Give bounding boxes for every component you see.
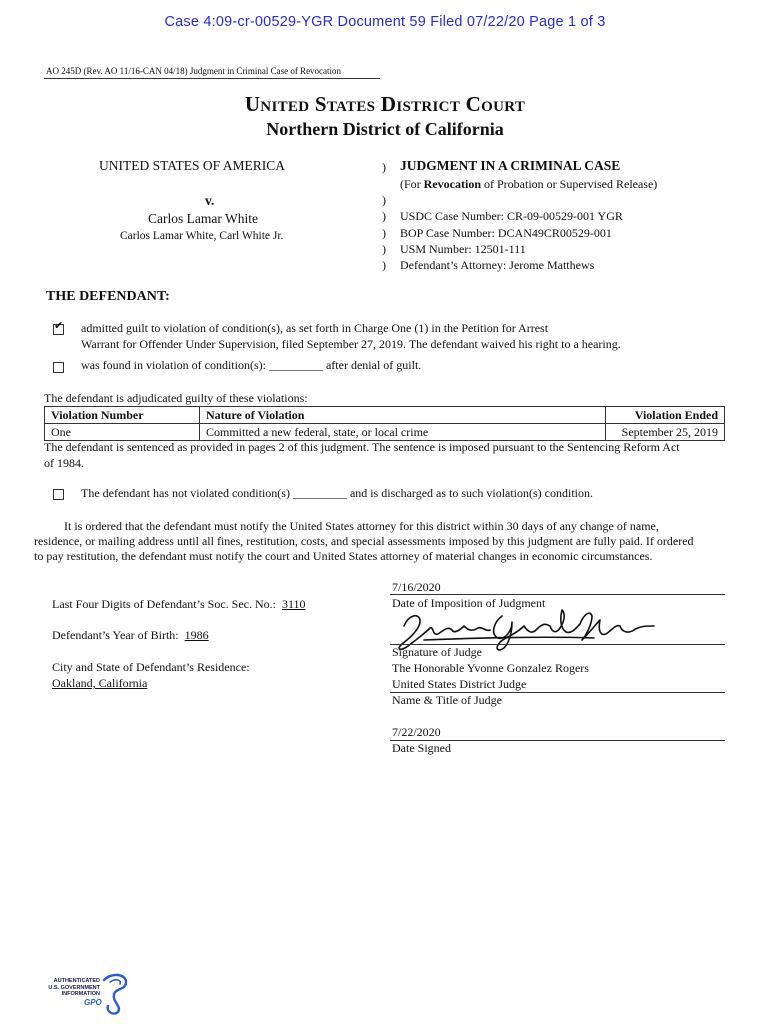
name-title-label: Name & Title of Judge [392, 693, 502, 707]
form-identifier: AO 245D (Rev. AO 11/16-CAN 04/18) Judgment in Criminal Case of Revocation [46, 66, 342, 76]
column-header: Violation Ended [606, 407, 725, 424]
court-name: United States District Court [244, 92, 526, 116]
sentence-text-line1: The defendant is sentenced as provided in pages 2 of this judgment. The sentence is imposed pursuant to the Sentencing Reform Act [44, 440, 680, 454]
signature-label: Signature of Judge [392, 645, 482, 659]
ssn-label: Last Four Digits of Defendant’s Soc. Sec. No.: [52, 597, 276, 611]
versus-label: v. [205, 193, 215, 208]
order-text-line3: to pay restitution, the defendant must notify the court and United States attorney of material changes in economic circumstances. [34, 549, 653, 563]
imposition-date: 7/16/2020 [392, 580, 441, 594]
violations-intro: The defendant is adjudicated guilty of these violations: [44, 391, 308, 405]
check-mark-icon: ✔ [54, 320, 64, 332]
order-text-line2: residence, or mailing address until all fines, restitution, costs, and special assessments imposed by this judgment are fully paid. If ordered [34, 534, 694, 548]
signed-label: Date Signed [392, 741, 451, 755]
judge-name: The Honorable Yvonne Gonzalez Rogers [392, 661, 589, 675]
defendant-aliases: Carlos Lamar White, Carl White Jr. [120, 230, 284, 242]
defendant-attorney: Defendant’s Attorney: Jerome Matthews [400, 258, 595, 272]
column-header: Violation Number [45, 407, 200, 424]
residence-value: Oakland, California [52, 676, 148, 690]
bop-case-number: BOP Case Number: DCAN49CR00529-001 [400, 226, 612, 240]
not-violated-text: The defendant has not violated condition(s) _________ and is discharged as to such violation(s) condition. [81, 486, 594, 500]
ssn-row [52, 597, 306, 612]
ssn-value: 3110 [281, 597, 306, 611]
caption-paren: ) [382, 209, 386, 223]
table-cell: September 25, 2019 [606, 424, 725, 441]
caption-paren: ) [382, 193, 386, 207]
gpo-mark: GPO [84, 998, 102, 1007]
seal-line: U.S. GOVERNMENT [48, 984, 100, 991]
imposition-date-rule [390, 594, 725, 595]
table-row [45, 424, 725, 441]
judge-title: United States District Judge [392, 677, 527, 691]
usm-number: USM Number: 12501-111 [400, 242, 526, 256]
defendant-name: Carlos Lamar White [148, 211, 258, 226]
violations-table [44, 406, 725, 441]
filing-stamp: Case 4:09-cr-00529-YGR Document 59 Filed 07/22/20 Page 1 of 3 [164, 14, 606, 30]
caption-paren: ) [382, 242, 386, 256]
sentence-text-line2: of 1984. [44, 456, 84, 470]
found-in-violation-text: was found in violation of condition(s): _________ after denial of guilt. [81, 358, 422, 372]
birth-year-label: Defendant’s Year of Birth: [52, 628, 179, 642]
seal-line: AUTHENTICATED [53, 978, 100, 984]
court-district: Northern District of California [266, 119, 504, 139]
not-violated-checkbox[interactable] [53, 489, 64, 500]
residence-label: City and State of Defendant’s Residence: [52, 660, 250, 674]
table-header-row [45, 407, 725, 424]
caption-paren: ) [382, 258, 386, 272]
judgment-subtitle: (For Revocation of Probation or Supervised Release) [400, 177, 658, 191]
imposition-label: Date of Imposition of Judgment [392, 596, 546, 610]
usdc-case-number: USDC Case Number: CR-09-00529-001 YGR [400, 209, 623, 223]
defendant-heading: THE DEFENDANT: [46, 289, 170, 304]
caption-paren: ) [382, 226, 386, 240]
table-cell: Committed a new federal, state, or local crime [200, 424, 606, 441]
judgment-title: JUDGMENT IN A CRIMINAL CASE [400, 158, 621, 173]
gpo-authentication-seal [38, 970, 138, 1020]
birth-year-value: 1986 [184, 628, 209, 642]
caption-paren: ) [382, 160, 386, 174]
admitted-guilt-checkbox[interactable] [53, 320, 64, 335]
admitted-guilt-text-line1: admitted guilt to violation of condition(s), as set forth in Charge One (1) in the Petition for Arrest [81, 321, 549, 335]
order-text-line1: It is ordered that the defendant must notify the United States attorney for this district within 30 days of any change of name, [64, 519, 659, 533]
signed-date: 7/22/2020 [392, 725, 441, 739]
plaintiff-name: UNITED STATES OF AMERICA [99, 158, 286, 173]
column-header: Nature of Violation [200, 407, 606, 424]
form-divider [44, 78, 380, 79]
seal-line: INFORMATION [61, 991, 100, 997]
table-cell: One [45, 424, 200, 441]
admitted-guilt-text-line2: Warrant for Offender Under Supervision, filed September 27, 2019. The defendant waived his right to a hearing. [81, 337, 621, 351]
birth-year-row [52, 628, 209, 643]
found-in-violation-checkbox[interactable] [53, 362, 64, 373]
eagle-icon [100, 972, 130, 1016]
